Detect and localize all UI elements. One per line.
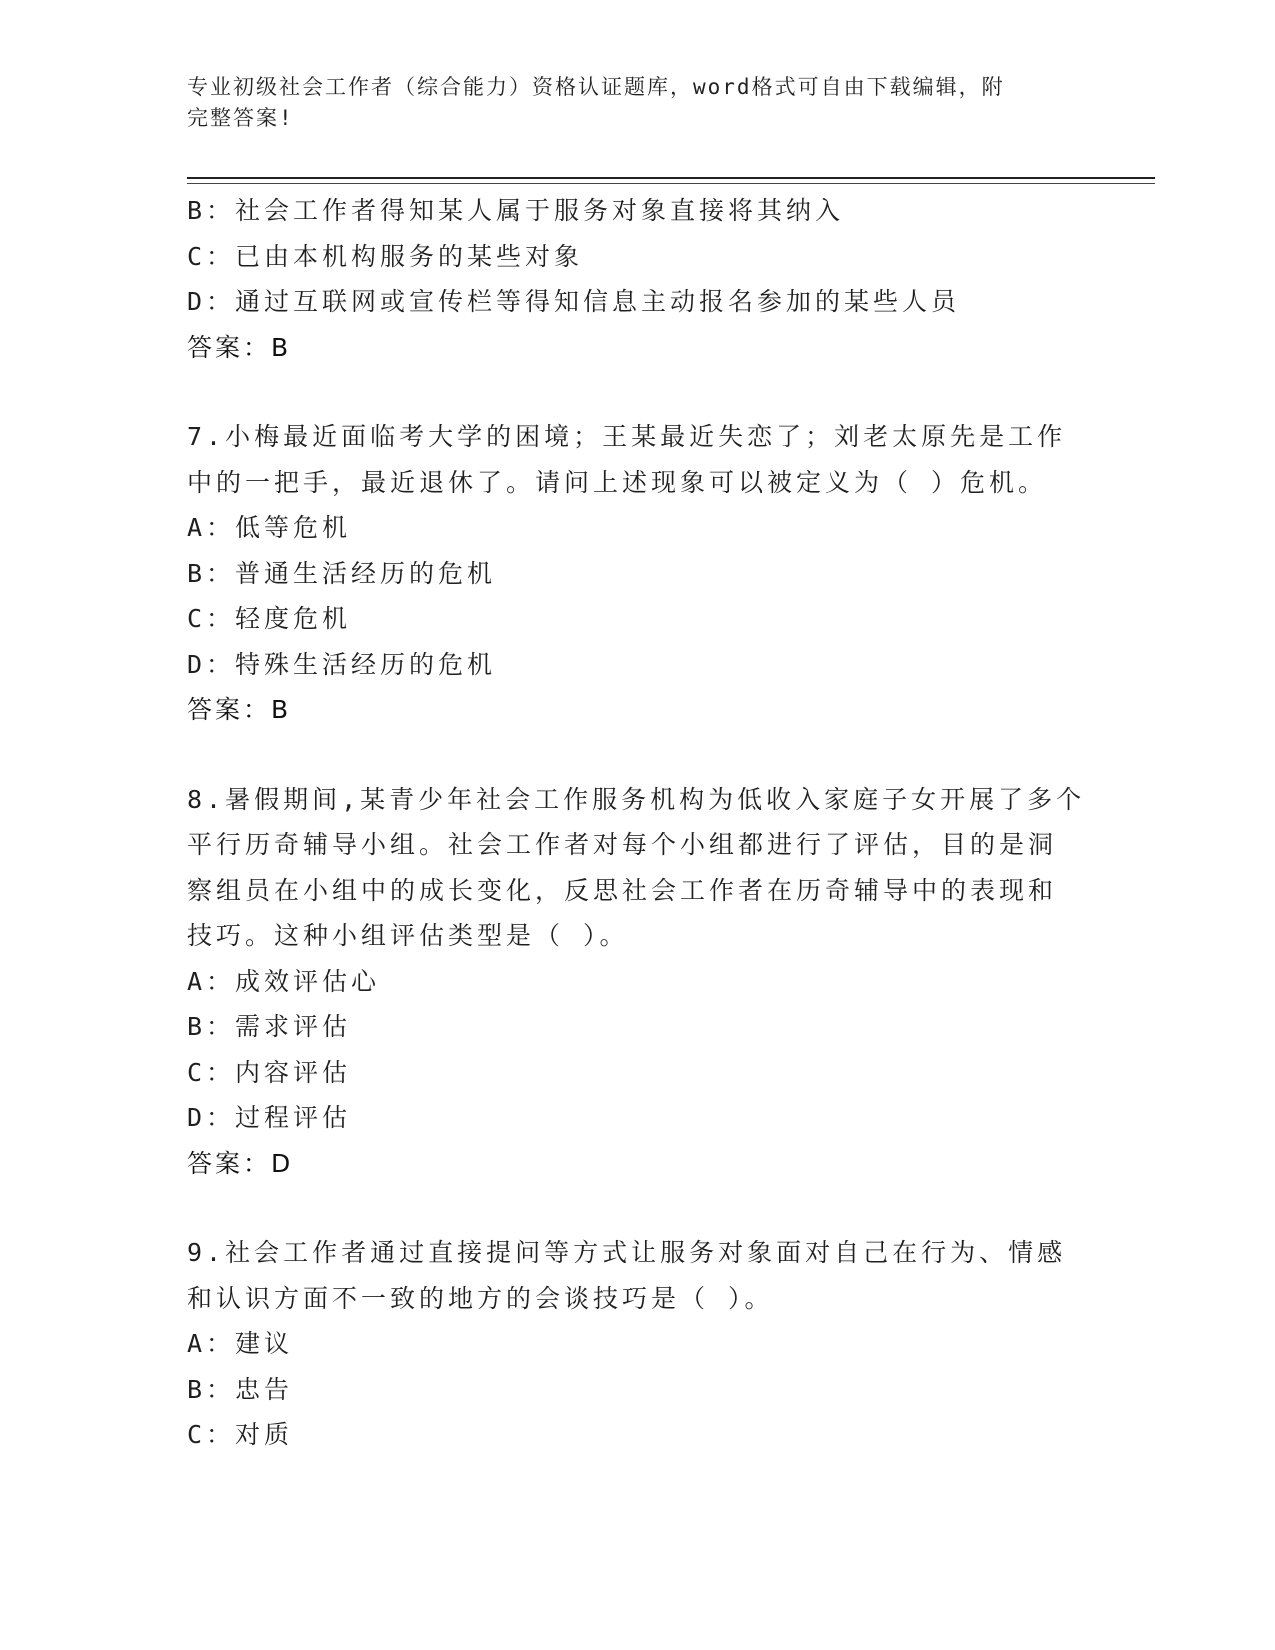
question-stem-line: 察组员在小组中的成长变化，反思社会工作者在历奇辅导中的表现和 (187, 875, 1058, 905)
question-stem-line: 技巧。这种小组评估类型是（ ）。 (187, 921, 629, 950)
option-a: A：建议 (187, 1329, 294, 1358)
spacer (187, 733, 1087, 777)
question-list (187, 188, 1087, 1458)
option-b: B：普通生活经历的危机 (187, 558, 497, 588)
question-9 (187, 1230, 1087, 1458)
header-divider-thick (187, 177, 1155, 179)
option-a: A：成效评估心 (187, 966, 381, 996)
answer-line: 答案：B (187, 332, 292, 362)
option-b: B：忠告 (187, 1374, 294, 1404)
option-b: B：需求评估 (187, 1012, 352, 1041)
question-stem-line: 和认识方面不一致的地方的会谈技巧是（ ）。 (187, 1283, 774, 1313)
spacer (187, 1186, 1087, 1230)
question-7 (187, 414, 1087, 733)
option-c: C：轻度危机 (187, 604, 352, 633)
question-stem-line: 9.社会工作者通过直接提问等方式让服务对象面对自己在行为、情感 (187, 1238, 1067, 1267)
question-6-tail (187, 188, 1087, 370)
question-stem-line: 平行历奇辅导小组。社会工作者对每个小组都进行了评估，目的是洞 (187, 830, 1058, 859)
header-line-2: 完整答案! (187, 106, 294, 130)
question-stem-line: 8.暑假期间,某青少年社会工作服务机构为低收入家庭子女开展了多个 (187, 784, 1086, 814)
option-b: B：社会工作者得知某人属于服务对象直接将其纳入 (187, 196, 845, 225)
option-c: C：已由本机构服务的某些对象 (187, 241, 584, 271)
answer-line: 答案：B (187, 695, 292, 724)
option-d: D：通过互联网或宣传栏等得知信息主动报名参加的某些人员 (187, 287, 961, 316)
option-c: C：对质 (187, 1420, 294, 1449)
answer-line: 答案：D (187, 1148, 294, 1178)
document-header (187, 72, 1067, 134)
option-d: D：过程评估 (187, 1103, 352, 1132)
option-c: C：内容评估 (187, 1057, 352, 1087)
header-line-1: 专业初级社会工作者（综合能力）资格认证题库，word格式可自由下载编辑，附 (187, 75, 1005, 99)
question-stem-line: 7.小梅最近面临考大学的困境；王某最近失恋了；刘老太原先是工作 (187, 422, 1067, 451)
header-divider-thin (187, 183, 1155, 184)
question-stem-line: 中的一把手，最近退休了。请问上述现象可以被定义为（ ）危机。 (187, 467, 1048, 497)
spacer (187, 370, 1087, 414)
option-a: A：低等危机 (187, 513, 352, 542)
question-8 (187, 777, 1087, 1187)
option-d: D：特殊生活经历的危机 (187, 649, 497, 679)
